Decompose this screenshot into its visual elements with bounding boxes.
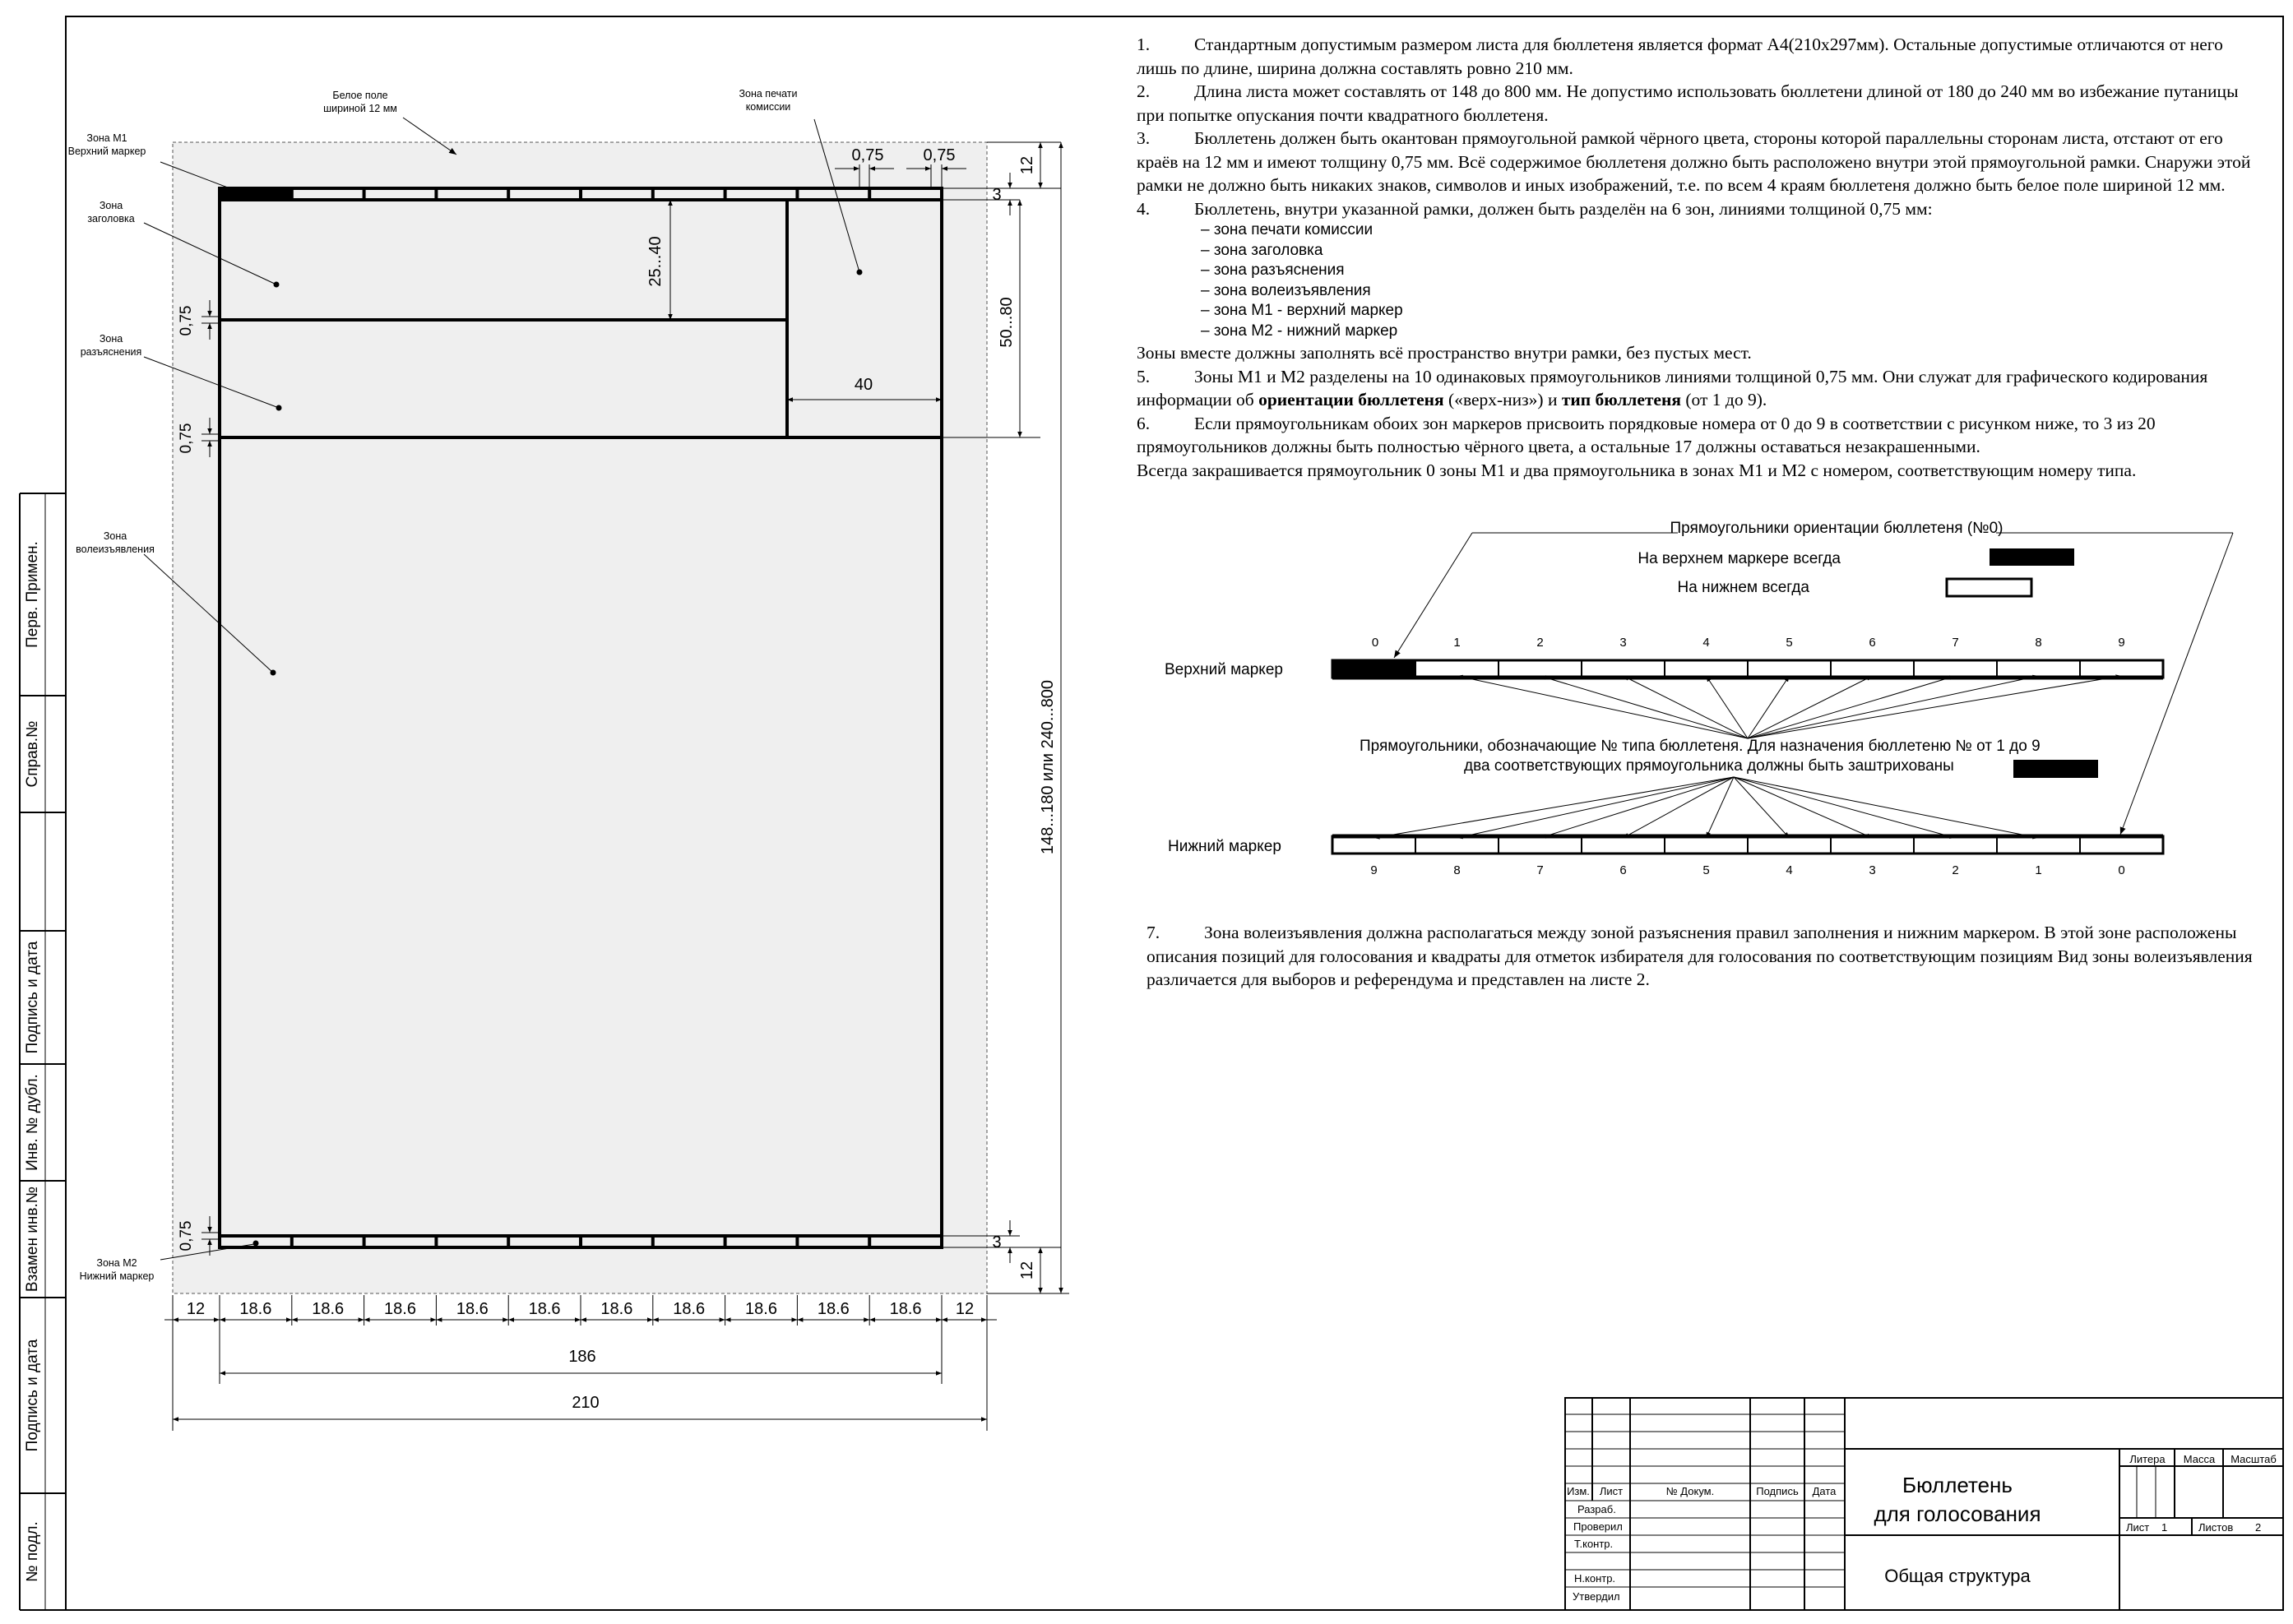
note-5-mid: («верх-низ») и: [1443, 390, 1562, 409]
dim-left-075-1: 0,75: [178, 305, 195, 336]
tb-sheets-value: 2: [2255, 1521, 2262, 1534]
zone-item-explain: – зона разъяснения: [1201, 261, 1345, 279]
zone-item-header: – зона заголовка: [1201, 241, 1323, 259]
note-4-text: Бюллетень, внутри указанной рамки, должен быть разделён на 6 зон, линиями толщиной 0,75 мм:: [1194, 198, 1933, 219]
ballot-drawing: [68, 88, 1069, 1431]
dim-overall-height: 148...180 или 240...800: [1039, 680, 1057, 854]
lower-always-label: На нижнем всегда: [1677, 579, 1809, 596]
dim-right-12-bottom: 12: [1018, 1261, 1036, 1280]
lower-number: 9: [1370, 863, 1378, 877]
dim-height-50-80: 50...80: [998, 297, 1016, 348]
note-5: [1137, 365, 2254, 412]
callout-header-2: заголовка: [87, 213, 135, 224]
type-arrow-upper: [1748, 676, 1873, 738]
type-arrow-lower: [1734, 777, 1956, 838]
callout-m1-1: Зона М1: [86, 132, 127, 144]
orientation-title: Прямоугольники ориентации бюллетеня (№0): [1670, 520, 2003, 537]
lower-number: 4: [1786, 863, 1793, 877]
upper-number: 7: [1952, 636, 1959, 650]
callout-stamp-zone-1: Зона печати: [739, 88, 798, 99]
tb-izm: Изм.: [1567, 1485, 1590, 1497]
callout-m2-1: Зона М2: [96, 1257, 137, 1269]
note-2-text: Длина листа может составлять от 148 до 800 мм. Не допустимо использовать бюллетени длиной от 180 до 240 мм во избежание путаницы при попытке опускания почти квадратного бюллетеня.: [1137, 81, 2239, 125]
callout-explain-1: Зона: [99, 333, 123, 345]
note-3: [1137, 127, 2254, 197]
tb-title-2: для голосования: [1874, 1501, 2041, 1526]
type-arrow-lower: [1457, 777, 1735, 838]
type-text-1: Прямоугольники, обозначающие № типа бюллетеня. Для назначения бюллетеню № от 1 до 9: [1360, 738, 2041, 755]
note-1: [1137, 33, 2254, 80]
note-6-num: 6.: [1137, 413, 1151, 433]
type-arrow-upper: [1748, 676, 1790, 738]
zone-item-m1: – зона М1 - верхний маркер: [1201, 302, 1403, 319]
note-3-num: 3.: [1137, 128, 1151, 148]
dim-width-40: 40: [854, 376, 873, 394]
upper-number: 4: [1702, 636, 1710, 650]
marker-diagram: [1165, 520, 2233, 877]
dim-cell-width: 18.6: [745, 1300, 777, 1318]
stamp-podpis-data-1: Подпись и дата: [24, 941, 41, 1054]
type-arrow-lower: [1734, 777, 2039, 838]
callout-stamp-zone-2: комиссии: [745, 101, 791, 113]
note-6b: Всегда закрашивается прямоугольник 0 зоны М1 и два прямоугольника в зонах М1 и М2 с номером, соответствующим номеру типа.: [1137, 460, 2137, 480]
type-arrow-upper: [1540, 676, 1749, 738]
stamp-vzamen-inv: Взамен инв.№: [24, 1186, 41, 1293]
note-7: [1146, 921, 2257, 992]
dim-cell-width: 18.6: [239, 1300, 272, 1318]
dim-left-075-2: 0,75: [178, 423, 195, 454]
notes-block: [1137, 33, 2254, 482]
dim-right-3-top: 3: [992, 186, 1002, 204]
callout-explain-2: разъяснения: [80, 346, 142, 358]
upper-number: 1: [1453, 636, 1461, 650]
upper-always-swatch: [1990, 548, 2074, 566]
upper-always-label: На верхнем маркере всегда: [1638, 550, 1841, 567]
zone-item-stamp: – зона печати комиссии: [1201, 221, 1373, 238]
tb-sheets-label: Листов: [2198, 1521, 2234, 1534]
note-7-text: Зона волеизъявления должна располагаться между зоной разъяснения правил заполнения и нижним маркером. В этой зоне расположены описания позиций для голосования и квадраты для отметок избирателя для голосования по соответствующим позициям Вид зоны волеизъявления различается для выборов и референдума и представлен на листе 2.: [1146, 923, 2253, 989]
ballot-sheet: [173, 142, 987, 1293]
upper-number: 6: [1869, 636, 1876, 650]
type-arrow-lower: [1374, 777, 1735, 838]
type-text-2: два соответствующих прямоугольника должны быть заштрихованы: [1464, 757, 1954, 775]
upper-number: 2: [1536, 636, 1544, 650]
dim-inner-width: 186: [568, 1348, 596, 1366]
callout-m1-2: Верхний маркер: [67, 146, 146, 157]
upper-marker-label: Верхний маркер: [1165, 661, 1283, 678]
callout-header-1: Зона: [99, 200, 123, 211]
lower-number: 7: [1536, 863, 1544, 877]
upper-number: 8: [2035, 636, 2042, 650]
note-1-text: Стандартным допустимым размером листа для бюллетеня является формат А4(210x297мм). Остальные допустимые отличаются от него лишь по длине, ширина должна составлять ровно 210 мм.: [1137, 35, 2223, 78]
note-1-num: 1.: [1137, 35, 1151, 54]
dim-top-075-a: 0,75: [851, 146, 884, 164]
tb-mass: Масса: [2183, 1453, 2216, 1465]
lower-number: 6: [1619, 863, 1627, 877]
tb-tkontr: Т.контр.: [1574, 1538, 1614, 1550]
type-arrow-upper: [1457, 676, 1749, 738]
m1-cell-0-filled: [220, 188, 292, 200]
side-stamp-column: [20, 493, 66, 1610]
callout-vote-1: Зона: [103, 530, 127, 542]
note-5-pre: Зоны М1 и М2 разделены на 10 одинаковых прямоугольников линиями толщиной 0,75 мм. Они служат для графического кодирования информации об: [1137, 366, 2208, 409]
callout-vote-2: волеизъявления: [76, 544, 155, 555]
lower-number: 5: [1702, 863, 1710, 877]
note-3-text: Бюллетень должен быть окантован прямоугольной рамкой чёрного цвета, стороны которой параллельны сторонам листа, отстают от его краёв на 12 мм и имеют толщину 0,75 мм. Всё содержимое бюллетеня должно быть расположено внутри этой прямоугольной рамки. Снаружи этой рамки не должно быть никаких знаков, символов и иных изображений, т.е. по всем 4 краям бюллетеня должно быть белое поле шириной 12 мм.: [1137, 128, 2251, 195]
zone-item-vote: – зона волеизъявления: [1201, 281, 1371, 299]
dim-cell-width: 18.6: [600, 1300, 633, 1318]
lower-number: 8: [1453, 863, 1461, 877]
dim-cell-width: 18.6: [889, 1300, 922, 1318]
note-2-num: 2.: [1137, 81, 1151, 101]
tb-razrab: Разраб.: [1577, 1503, 1616, 1515]
upper-marker-cell-0: [1332, 660, 1415, 678]
dim-left-075-3: 0,75: [178, 1220, 195, 1252]
lower-marker-label: Нижний маркер: [1168, 838, 1281, 855]
note-6-text: Если прямоугольникам обоих зон маркеров присвоить порядковые номера от 0 до 9 в соответствии с рисунком ниже, то 3 из 20 прямоугольников должны быть полностью чёрного цвета, а остальные 17 должны оставаться незакрашенными.: [1137, 413, 2156, 456]
type-arrow-upper: [1624, 676, 1749, 738]
dim-cell-width: 18.6: [528, 1300, 561, 1318]
dim-bottom-margin-right: 12: [955, 1300, 975, 1318]
tb-sheet-label: Лист: [2126, 1521, 2150, 1534]
bottom-dim-chain: [164, 1295, 997, 1326]
type-arrow-lower: [1707, 777, 1735, 838]
callout-m2-2: Нижний маркер: [79, 1270, 155, 1282]
type-arrow-upper: [1707, 676, 1749, 738]
tb-title-1: Бюллетень: [1902, 1473, 2013, 1497]
zone-item-m2: – зона М2 - нижний маркер: [1201, 322, 1398, 340]
stamp-sprav-no: Справ.№: [24, 720, 41, 788]
note-5-num: 5.: [1137, 366, 1151, 386]
dim-right-12-top: 12: [1018, 155, 1036, 175]
dim-bottom-margin-left: 12: [186, 1300, 206, 1318]
type-swatch: [2013, 760, 2098, 778]
note-4: [1137, 197, 2254, 221]
tb-litera: Литера: [2129, 1453, 2166, 1465]
stamp-podpis-data-2: Подпись и дата: [24, 1339, 41, 1452]
tb-date: Дата: [1812, 1485, 1837, 1497]
tb-signature: Подпись: [1756, 1485, 1799, 1497]
tb-subtitle: Общая структура: [1884, 1566, 2031, 1586]
type-arrow-upper: [1748, 676, 2122, 738]
upper-number: 9: [2118, 636, 2125, 650]
callout-white-field-2: шириной 12 мм: [323, 103, 397, 114]
lower-marker-numbers: [1370, 863, 2124, 877]
dim-cell-width: 18.6: [312, 1300, 345, 1318]
type-arrow-upper: [1748, 676, 2039, 738]
lower-number: 2: [1952, 863, 1959, 877]
tb-doc-no: № Докум.: [1665, 1485, 1715, 1497]
stamp-no-podl: № подл.: [24, 1521, 41, 1582]
note-2: [1137, 80, 2254, 127]
type-arrow-lower: [1734, 777, 1873, 838]
note-5-post: (от 1 до 9).: [1681, 390, 1767, 409]
note-4-num: 4.: [1137, 198, 1151, 219]
upper-marker-numbers: [1372, 636, 2125, 650]
dim-cell-width: 18.6: [384, 1300, 416, 1318]
title-block-text: [1567, 1453, 2277, 1603]
stamp-inv-dubl: Инв. № дубл.: [24, 1074, 41, 1171]
lower-number: 1: [2035, 863, 2042, 877]
dim-total-width: 210: [572, 1394, 600, 1412]
upper-number: 3: [1619, 636, 1627, 650]
upper-number: 5: [1786, 636, 1793, 650]
tb-utverdil: Утвердил: [1573, 1590, 1620, 1603]
dim-height-25-40: 25...40: [646, 236, 665, 287]
lower-number: 0: [2118, 863, 2125, 877]
tb-list: Лист: [1599, 1485, 1624, 1497]
note-7-num: 7.: [1146, 923, 1160, 942]
tb-scale: Масштаб: [2230, 1453, 2277, 1465]
tb-nkontr: Н.контр.: [1574, 1572, 1616, 1585]
dim-right-3-bottom: 3: [992, 1233, 1002, 1252]
dim-cell-width: 18.6: [673, 1300, 706, 1318]
note-6: [1137, 412, 2254, 459]
zones-summary: Зоны вместе должны заполнять всё пространство внутри рамки, без пустых мест.: [1137, 343, 1752, 363]
type-arrow-lower: [1540, 777, 1735, 838]
upper-number: 0: [1371, 636, 1379, 650]
dim-top-075-b: 0,75: [923, 146, 956, 164]
lower-always-swatch: [1947, 579, 2031, 596]
type-arrow-upper: [1748, 676, 1956, 738]
tb-proveril: Проверил: [1573, 1520, 1623, 1533]
note-5-bold-orientation: ориентации бюллетеня: [1258, 390, 1444, 409]
dim-cell-width: 18.6: [456, 1300, 489, 1318]
tb-sheet-value: 1: [2161, 1521, 2168, 1534]
dim-cell-width: 18.6: [817, 1300, 850, 1318]
lower-number: 3: [1869, 863, 1876, 877]
stamp-perv-primen: Перв. Примен.: [24, 541, 41, 648]
callout-white-field-1: Белое поле: [332, 90, 388, 101]
note-5-bold-type: тип бюллетеня: [1561, 390, 1681, 409]
